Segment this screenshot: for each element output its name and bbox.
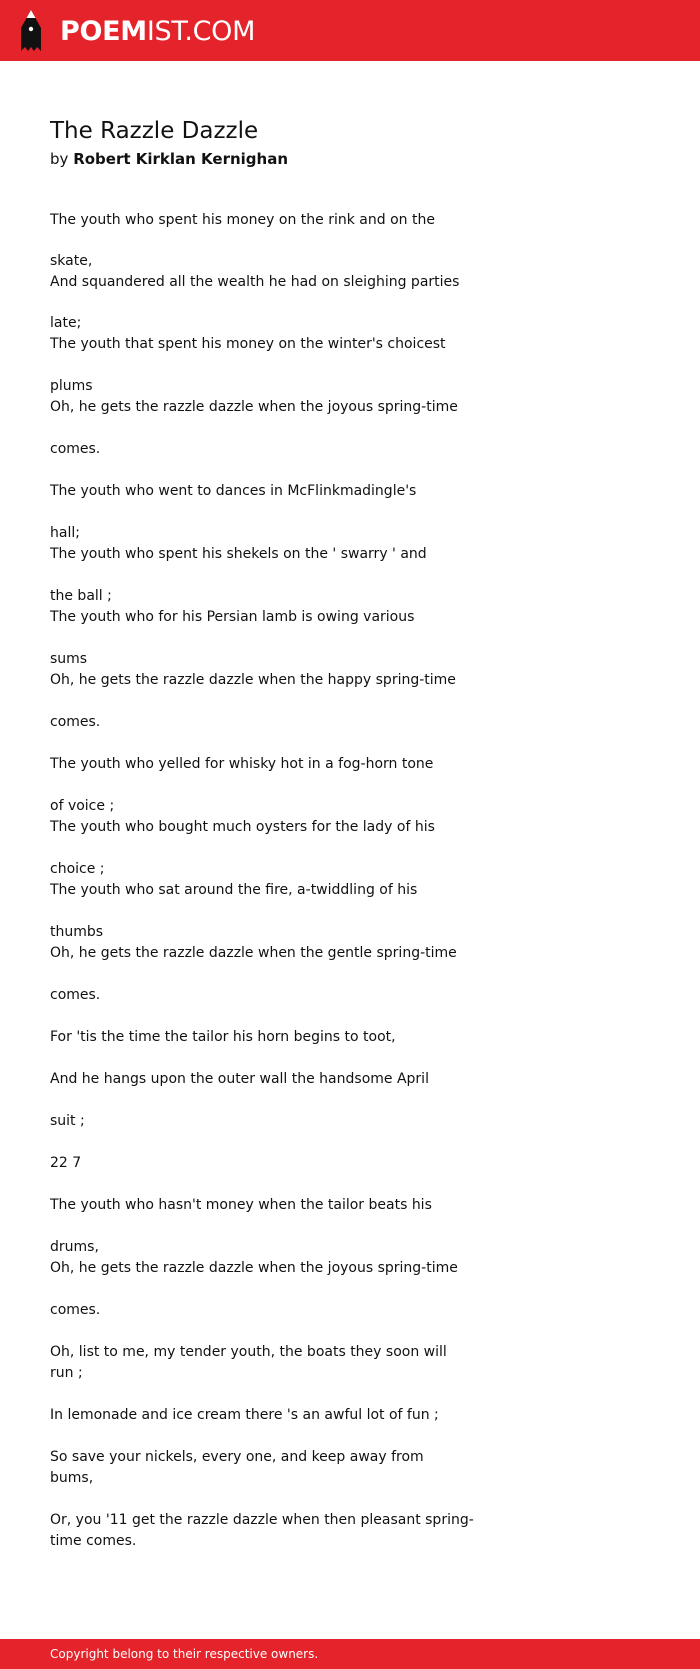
poem-line: comes. — [50, 714, 101, 730]
poem-byline — [50, 148, 288, 170]
poem-line: 22 7 — [50, 1155, 82, 1171]
poem-line: The youth who for his Persian lamb is owing various — [50, 609, 415, 625]
poem-line: The youth who bought much oysters for the lady of his — [50, 819, 435, 835]
poem-line: hall; — [50, 525, 80, 541]
poem-line: comes. — [50, 441, 101, 457]
poem-line: of voice ; — [50, 798, 115, 814]
poem-line: choice ; — [50, 861, 105, 877]
poem-line: plums — [50, 378, 93, 394]
poem-line: bums, — [50, 1470, 94, 1486]
poem-line: time comes. — [50, 1533, 137, 1549]
site-logo-text — [60, 16, 255, 47]
poem-line: The youth who spent his money on the rink and on the — [50, 212, 435, 228]
poem-line: Or, you '11 get the razzle dazzle when then pleasant spring- — [50, 1512, 474, 1528]
poem-line: Oh, he gets the razzle dazzle when the joyous spring-time — [50, 1260, 458, 1276]
logo-text-light: IST.COM — [146, 15, 256, 47]
poem-line: Oh, he gets the razzle dazzle when the happy spring-time — [50, 672, 456, 688]
poem-line: comes. — [50, 1302, 101, 1318]
poem-line: suit ; — [50, 1113, 85, 1129]
poem-line: For 'tis the time the tailor his horn begins to toot, — [50, 1029, 396, 1045]
poem-line: In lemonade and ice cream there 's an awful lot of fun ; — [50, 1407, 439, 1423]
poem-line: The youth who sat around the fire, a-twiddling of his — [50, 882, 418, 898]
poem-line: Oh, he gets the razzle dazzle when the gentle spring-time — [50, 945, 457, 961]
poem-title: The Razzle Dazzle — [50, 118, 259, 144]
poem-line: run ; — [50, 1365, 83, 1381]
poem-line: thumbs — [50, 924, 104, 940]
site-footer — [0, 1639, 700, 1669]
poem-line: The youth who yelled for whisky hot in a fog-horn tone — [50, 756, 434, 772]
logo-text-bold: POEM — [60, 15, 147, 47]
poem-line: So save your nickels, every one, and keep away from — [50, 1449, 424, 1465]
poem-line: Oh, list to me, my tender youth, the boats they soon will — [50, 1344, 447, 1360]
poem-line: skate, — [50, 253, 93, 269]
poem-line: Oh, he gets the razzle dazzle when the joyous spring-time — [50, 399, 458, 415]
poem-line: The youth who hasn't money when the tailor beats his — [50, 1197, 432, 1213]
poem-line: The youth who spent his shekels on the ' swarry ' and — [50, 546, 427, 562]
poem-line: sums — [50, 651, 88, 667]
poem-line: The youth that spent his money on the winter's choicest — [50, 336, 446, 352]
poem-author: Robert Kirklan Kernighan — [73, 150, 289, 168]
copyright-notice: Copyright belong to their respective owners. — [50, 1647, 319, 1661]
poem-line: drums, — [50, 1239, 99, 1255]
poem-line: comes. — [50, 987, 101, 1003]
pencil-logo-icon — [18, 10, 44, 52]
poem-line: late; — [50, 315, 82, 331]
site-logo-link[interactable] — [18, 10, 255, 52]
byline-prefix: by — [50, 150, 69, 168]
poem-line: the ball ; — [50, 588, 112, 604]
poem-line: The youth who went to dances in McFlinkmadingle's — [50, 483, 417, 499]
site-header — [0, 0, 700, 61]
poem-line: And squandered all the wealth he had on sleighing parties — [50, 274, 460, 290]
poem-line: And he hangs upon the outer wall the handsome April — [50, 1071, 429, 1087]
